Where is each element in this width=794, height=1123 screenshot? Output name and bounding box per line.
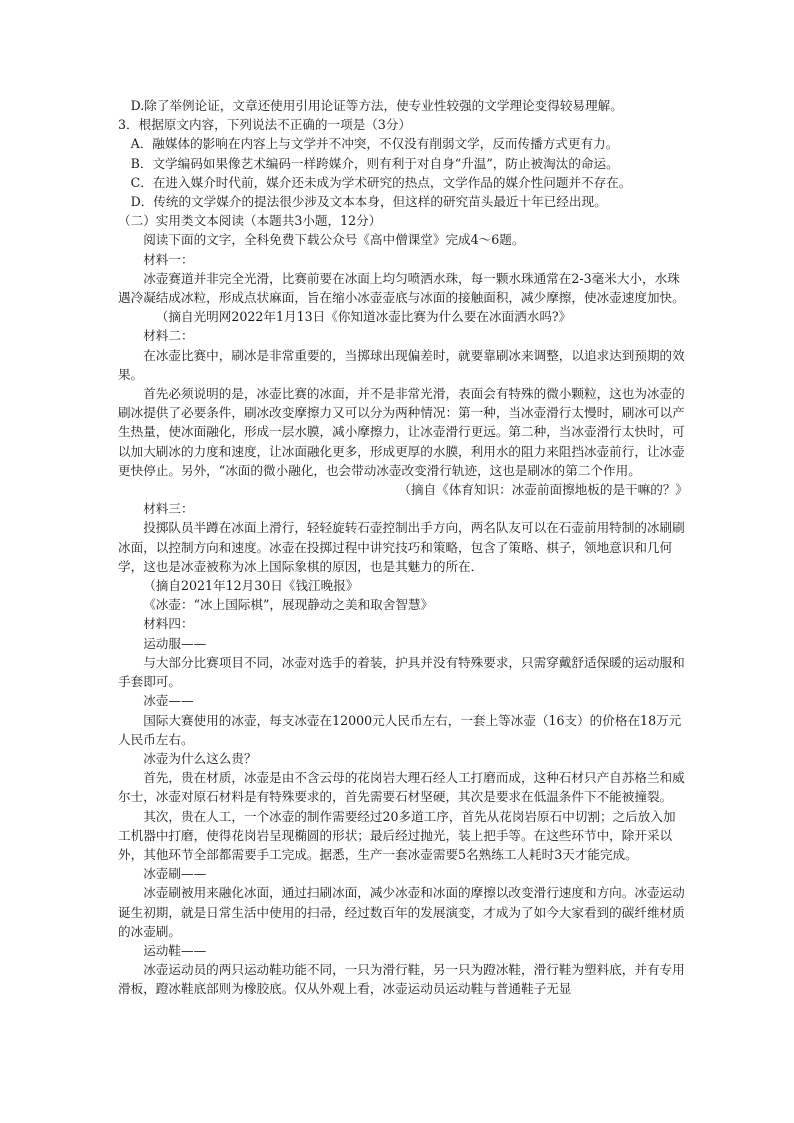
heading-why-expensive: 冰壶为什么这么贵？ <box>143 750 257 766</box>
document-page <box>118 96 688 999</box>
material-1-title: 材料一： <box>143 251 194 267</box>
material-3-source-line-1: （摘自2021年12月30日《钱江晚报》 <box>143 578 359 594</box>
heading-stone: 冰壶—— <box>143 693 194 709</box>
reading-instruction: 阅读下面的文字，全科免费下载公众号《高中僧课堂》完成4～6题。 <box>143 232 525 248</box>
material-3-paragraph: 投掷队员半蹲在冰面上滑行，轻轻旋转石壶控制出手方向，两名队友可以在石壶前用特制的冰刷刷冰面，以控制方向和速度。冰壶在投掷过程中讲究技巧和策略，包含了策略、棋子，领地意识和几何学，这也是冰壶被称为冰上国际象棋的原因，也是其魅力的所在． <box>118 520 685 574</box>
material-2-title: 材料二： <box>143 328 194 344</box>
paragraph-why-2: 其次，贵在人工，一个冰壶的制作需要经过20多道工序，首先从花岗岩原石中切割；之后放入加工机器中打磨，使得花岗岩呈现椭圆的形状；最后经过抛光，装上把手等。在这些环节中，除开采以外，其他环节全部都需要手工完成。据悉，生产一套冰壶需要5名熟练工人耗时3天才能完成。 <box>118 808 676 862</box>
question-3-option-d: D．传统的文学媒介的提法很少涉及文本本身，但这样的研究苗头最近十年已经出现。 <box>130 194 607 210</box>
option-d-previous: D.除了举例论证，文章还使用引用论证等方法，使专业性较强的文学理论变得较易理解。 <box>130 98 623 113</box>
section-heading: （二）实用类文本阅读（本题共3小题，12分） <box>118 213 382 229</box>
paragraph-clothes: 与大部分比赛项目不同，冰壶对选手的着装，护具并没有特殊要求，只需穿戴舒适保暖的运动服和手套即可。 <box>118 654 685 690</box>
material-3-title: 材料三： <box>143 501 194 517</box>
question-3-option-c: C．在进入媒介时代前，媒介还未成为学术研究的热点，文学作品的媒介性问题并不存在。 <box>130 174 632 190</box>
heading-shoes: 运动鞋—— <box>143 942 207 958</box>
material-2-source: （摘自《体育知识：冰壶前面擦地板的是干嘛的？》 <box>398 482 688 498</box>
question-3: 3．根据原文内容，下列说法不正确的一项是（3分） <box>118 117 412 133</box>
material-1-source: （摘自光明网2022年1月13日《你知道冰壶比赛为什么要在冰面洒水吗?》 <box>155 309 572 325</box>
material-2-paragraph-1: 在冰壶比赛中，刷冰是非常重要的，当掷球出现偏差时，就要靠刷冰来调整，以追求达到预期的效果。 <box>118 347 685 382</box>
heading-brush: 冰壶刷—— <box>143 866 207 882</box>
material-1-paragraph: 冰壶赛道并非完全光滑，比赛前要在冰面上均匀喷洒水珠，每一颗水珠通常在2-3毫米大小，水珠遇冷凝结成冰粒，形成点状麻面，旨在缩小冰壶壶底与冰面的接触面积，减少摩擦，使冰壶速度加快。 <box>118 270 685 306</box>
paragraph-stone: 国际大赛使用的冰壶，每支冰壶在12000元人民币左右，一套上等冰壶（16支）的价格在18万元人民币左右。 <box>118 712 682 747</box>
question-3-option-b: B．文学编码如果像艺术编码一样跨媒介，则有利于对自身“升温”，防止被淘汰的命运。 <box>130 155 619 171</box>
paragraph-brush: 冰壶刷被用来融化冰面，通过扫刷冰面，减少冰壶和冰面的摩擦以改变滑行速度和方向。冰壶运动诞生初期，就是日常生活中使用的扫帚，经过数百年的发展演变，才成为了如今大家看到的碳纤维材质的冰壶刷。 <box>118 885 685 939</box>
heading-clothes: 运动服—— <box>143 635 207 651</box>
material-2-paragraph-2: 首先必须说明的是，冰壶比赛的冰面，并不是非常光滑，表面会有特殊的微小颗粒，这也为冰壶的刷冰提供了必要条件，刷冰改变摩擦力又可以分为两种情况：第一种，当冰壶滑行太慢时，刷冰可以产生热量，使冰面融化，形成一层水膜，减小摩擦力，让冰壶滑行更远。第二种，当冰壶滑行太快时，可以加大刷冰的力度和速度，让冰面融化更多，形成更厚的水膜，利用水的阻力来阻挡冰壶前行，让冰壶更快停止。另外，“冰面的微小融化，也会带动冰壶改变滑行轨迹，这也是刷冰的第二个作用。 <box>118 386 685 478</box>
material-4-title: 材料四： <box>143 616 194 632</box>
question-3-option-a: A．融媒体的影响在内容上与文学并不冲突，不仅没有削弱文学，反而传播方式更有力。 <box>130 136 619 152</box>
paragraph-why-1: 首先，贵在材质，冰壶是由不含云母的花岗岩大理石经人工打磨而成，这种石材只产自苏格兰和威尔士，冰壶对原石材料是有特殊要求的，首先需要石材坚硬，其次是要求在低温条件下不能被撞裂。 <box>118 770 685 805</box>
material-3-source-line-2: 《冰壶：“冰上国际棋”，展现静动之美和取舍智慧》 <box>143 597 434 613</box>
paragraph-shoes: 冰壶运动员的两只运动鞋功能不同，一只为滑行鞋，另一只为蹬冰鞋，滑行鞋为塑料底，并有专用滑板，蹬冰鞋底部则为橡胶底。仅从外观上看，冰壶运动员运动鞋与普通鞋子无显 <box>118 962 685 997</box>
